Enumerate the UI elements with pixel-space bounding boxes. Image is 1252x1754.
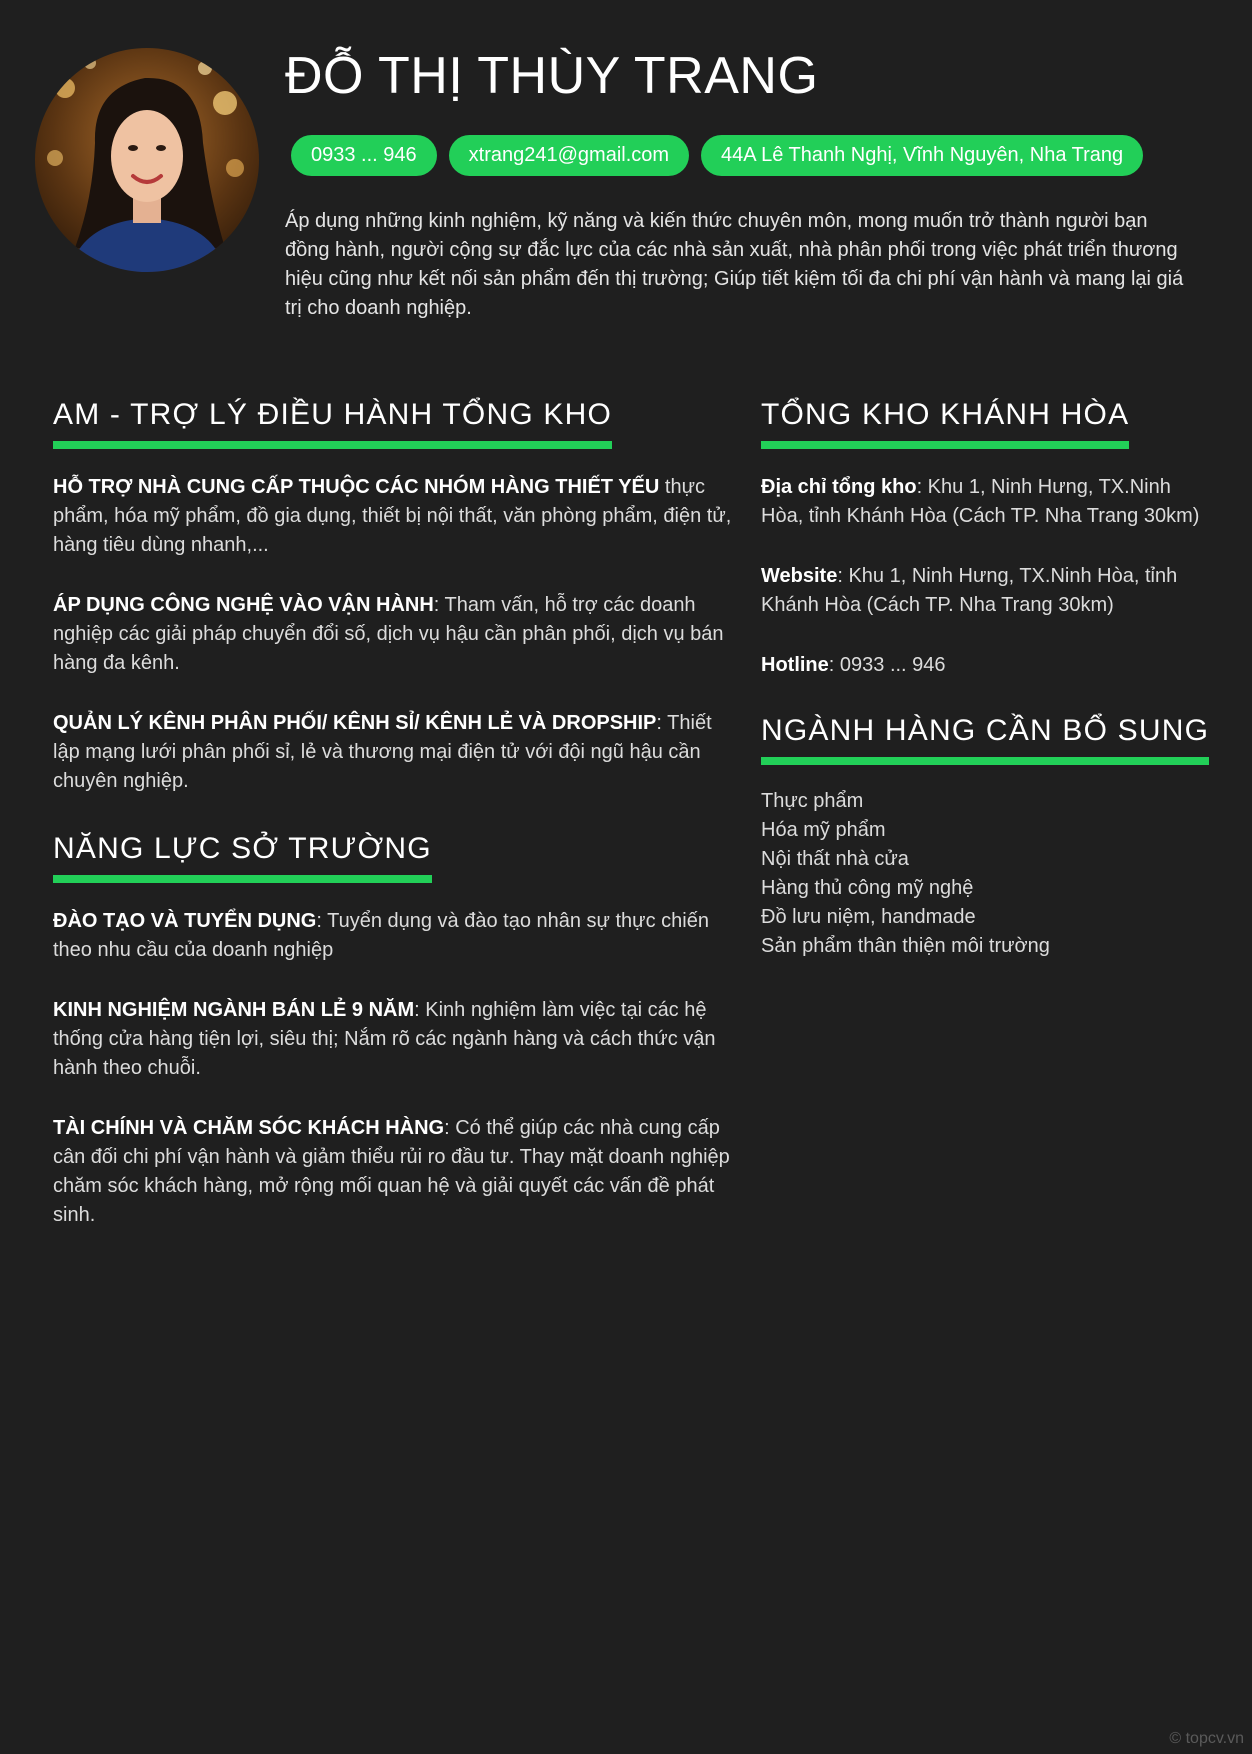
warehouse-hotline [761,651,1201,680]
list-item: Nội thất nhà cửa [761,848,909,870]
warehouse-website-label: Website [761,565,838,587]
list-item: Hóa mỹ phẩm [761,819,886,841]
role-item [53,709,733,796]
skill-item-heading: KINH NGHIỆM NGÀNH BÁN LẺ 9 NĂM [53,999,415,1021]
skill-item [53,1114,733,1230]
right-column [761,398,1210,961]
phone-pill[interactable]: 0933 ... 946 [291,135,437,176]
categories-section-title: NGÀNH HÀNG CẦN BỔ SUNG [761,714,1209,765]
summary-text: Áp dụng những kinh nghiệm, kỹ năng và kiến thức chuyên môn, mong muốn trở thành người bạn đồng hành, người cộng sự đắc lực của các nhà sản xuất, nhà phân phối trong việc phát triển thương hiệu cũng như kết nối sản phẩm đến thị trường; Giúp tiết kiệm tối đa chi phí vận hành và mang lại giá trị cho doanh nghiệp. [285,210,1184,319]
list-item: Thực phẩm [761,790,864,812]
skill-item-text: : Tuyển dụng và đào tạo nhân sự thực chiến theo nhu cầu của doanh nghiệp [53,910,709,961]
email-pill[interactable]: xtrang241@gmail.com [449,135,689,176]
role-item-heading: HỖ TRỢ NHÀ CUNG CẤP THUỘC CÁC NHÓM HÀNG THIẾT YẾU [53,476,660,498]
candidate-name: ĐỖ THỊ THÙY TRANG [285,47,819,105]
skill-item-text: : Có thể giúp các nhà cung cấp cân đối chi phí vận hành và giảm thiểu rủi ro đầu tư. Thay mặt doanh nghiệp chăm sóc khách hàng, mở rộng mối quan hệ và giải quyết các vấn đề phát sinh. [53,1117,730,1226]
role-section-title: AM - TRỢ LÝ ĐIỀU HÀNH TỔNG KHO [53,398,612,449]
role-item-heading: QUẢN LÝ KÊNH PHÂN PHỐI/ KÊNH SỈ/ KÊNH LẺ VÀ DROPSHIP [53,712,657,734]
warehouse-section-title: TỔNG KHO KHÁNH HÒA [761,398,1129,449]
warehouse-address-text: : Khu 1, Ninh Hưng, TX.Ninh Hòa, tỉnh Khánh Hòa (Cách TP. Nha Trang 30km) [761,476,1200,527]
role-item [53,473,733,560]
list-item: Sản phẩm thân thiện môi trường [761,935,1050,957]
categories-list [761,787,1201,961]
role-item-text: thực phẩm, hóa mỹ phẩm, đồ gia dụng, thiết bị nội thất, văn phòng phẩm, điện tử, hàng tiêu dùng nhanh,... [53,476,732,556]
list-item: Hàng thủ công mỹ nghệ [761,877,974,899]
profile-photo [35,48,259,272]
warehouse-website [761,562,1201,620]
left-column [53,398,733,1230]
warehouse-address [761,473,1201,531]
role-item [53,591,733,678]
warehouse-hotline-label: Hotline [761,654,829,676]
warehouse-website-text: : Khu 1, Ninh Hưng, TX.Ninh Hòa, tỉnh Khánh Hòa (Cách TP. Nha Trang 30km) [761,565,1178,616]
skill-item [53,907,733,965]
list-item: Đồ lưu niệm, handmade [761,906,976,928]
role-item-text: : Tham vấn, hỗ trợ các doanh nghiệp các giải pháp chuyển đổi số, dịch vụ hậu cần phân phối, dịch vụ bán hàng đa kênh. [53,594,724,674]
contact-pills [291,135,1143,176]
role-item-heading: ÁP DỤNG CÔNG NGHỆ VÀO VẬN HÀNH [53,594,434,616]
skill-item-heading: TÀI CHÍNH VÀ CHĂM SÓC KHÁCH HÀNG [53,1117,445,1139]
skill-item-text: : Kinh nghiệm làm việc tại các hệ thống cửa hàng tiện lợi, siêu thị; Nắm rõ các ngành hàng và cách thức vận hành theo chuỗi. [53,999,716,1079]
address-pill[interactable]: 44A Lê Thanh Nghị, Vĩnh Nguyên, Nha Trang [701,135,1143,176]
warehouse-address-label: Địa chỉ tổng kho [761,476,917,498]
skills-section-title: NĂNG LỰC SỞ TRƯỜNG [53,832,432,883]
warehouse-hotline-text: : 0933 ... 946 [828,654,946,676]
skill-item-heading: ĐÀO TẠO VÀ TUYỂN DỤNG [53,910,317,932]
watermark: © topcv.vn [1169,1730,1244,1747]
skill-item [53,996,733,1083]
role-item-text: : Thiết lập mạng lưới phân phối sỉ, lẻ và thương mại điện tử với đội ngũ hậu cần chuyên nghiệp. [53,712,712,792]
